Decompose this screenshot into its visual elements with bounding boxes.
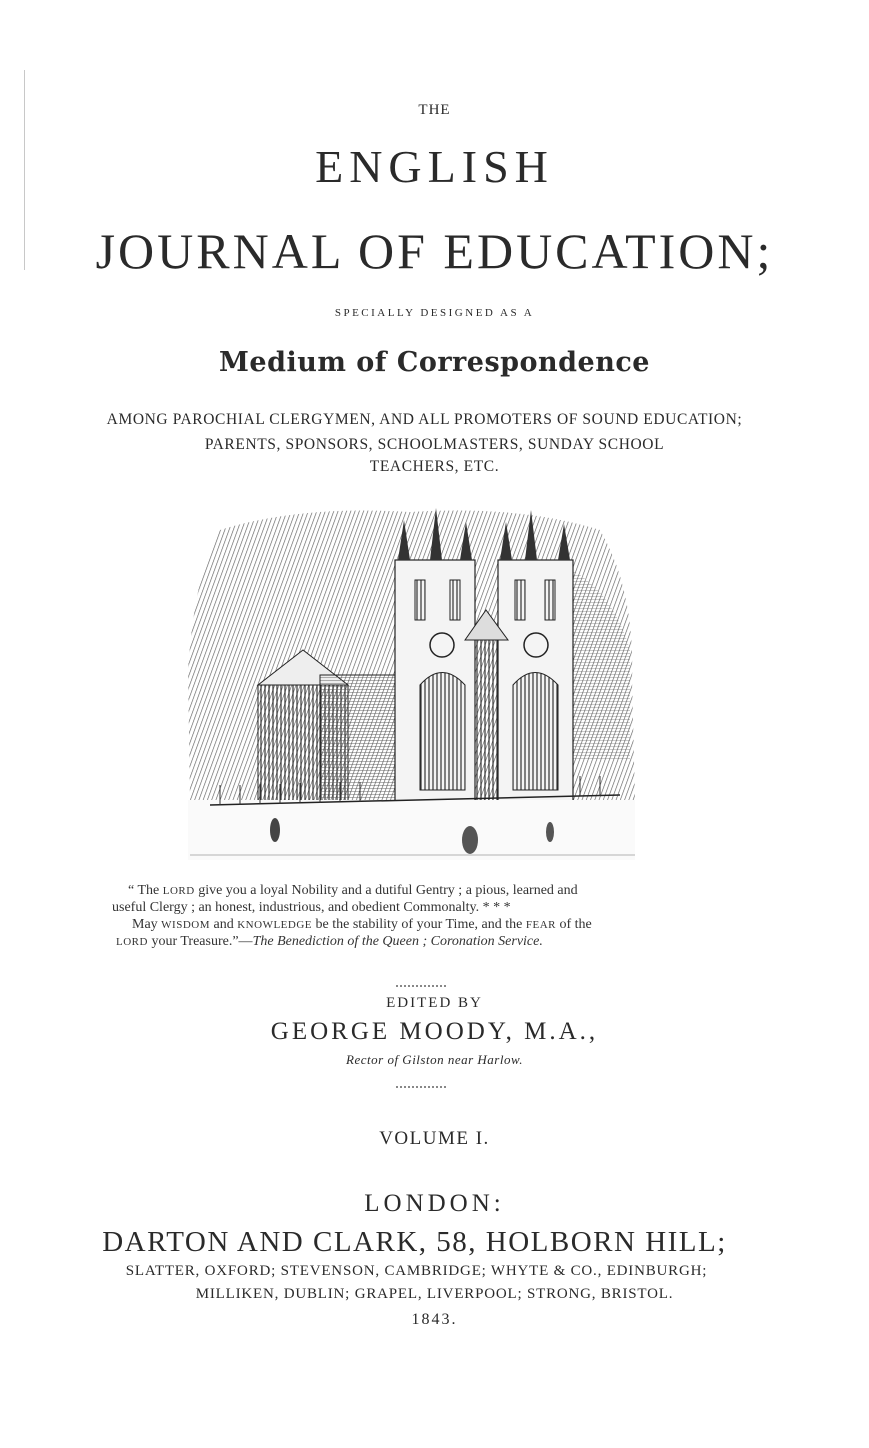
title-line-english: ENGLISH <box>315 141 554 192</box>
imprint-sellers-line-1: SLATTER, OXFORD; STEVENSON, CAMBRIDGE; WHYTE & CO., EDINBURGH; <box>125 1263 708 1279</box>
ornamental-rule-bottom <box>396 1086 446 1088</box>
imprint-publisher: DARTON AND CLARK, 58, HOLBORN HILL; <box>102 1226 727 1258</box>
audience-line-1: AMONG PAROCHIAL CLERGYMEN, AND ALL PROMOTERS OF SOUND EDUCATION; <box>106 411 743 428</box>
quotation-line-1: “ The LORD give you a loyal Nobility and a dutiful Gentry ; a pious, learned and <box>128 883 578 898</box>
imprint-city: LONDON: <box>364 1190 505 1217</box>
title-line-journal: JOURNAL OF EDUCATION; <box>95 223 774 279</box>
westminster-abbey-engraving <box>180 500 642 865</box>
quotation-line-2: useful Clergy ; an honest, industrious, and obedient Commonalty. * * * <box>112 900 511 915</box>
quotation-line-4: LORD your Treasure.”—The Benediction of the Queen ; Coronation Service. <box>116 934 543 949</box>
editor-name: GEORGE MOODY, M.A., <box>270 1018 599 1045</box>
subtitle-blackletter: Medium of Correspondence <box>219 347 650 378</box>
volume-number: VOLUME I. <box>379 1128 490 1149</box>
quotation-line-3: May WISDOM and KNOWLEDGE be the stability of your Time, and the FEAR of the <box>132 917 592 932</box>
editor-position: Rector of Gilston near Harlow. <box>346 1052 523 1067</box>
imprint-sellers-line-2: MILLIKEN, DUBLIN; GRAPEL, LIVERPOOL; STRONG, BRISTOL. <box>195 1286 674 1302</box>
ornamental-rule-top <box>396 985 446 987</box>
audience-line-3: TEACHERS, ETC. <box>369 458 500 475</box>
subtitle-prefix: SPECIALLY DESIGNED AS A <box>334 307 535 319</box>
edited-by-label: EDITED BY <box>386 995 483 1011</box>
audience-line-2: PARENTS, SPONSORS, SCHOOLMASTERS, SUNDAY SCHOOL <box>204 436 665 453</box>
title-article: THE <box>418 102 451 118</box>
imprint-year: 1843. <box>411 1311 458 1328</box>
